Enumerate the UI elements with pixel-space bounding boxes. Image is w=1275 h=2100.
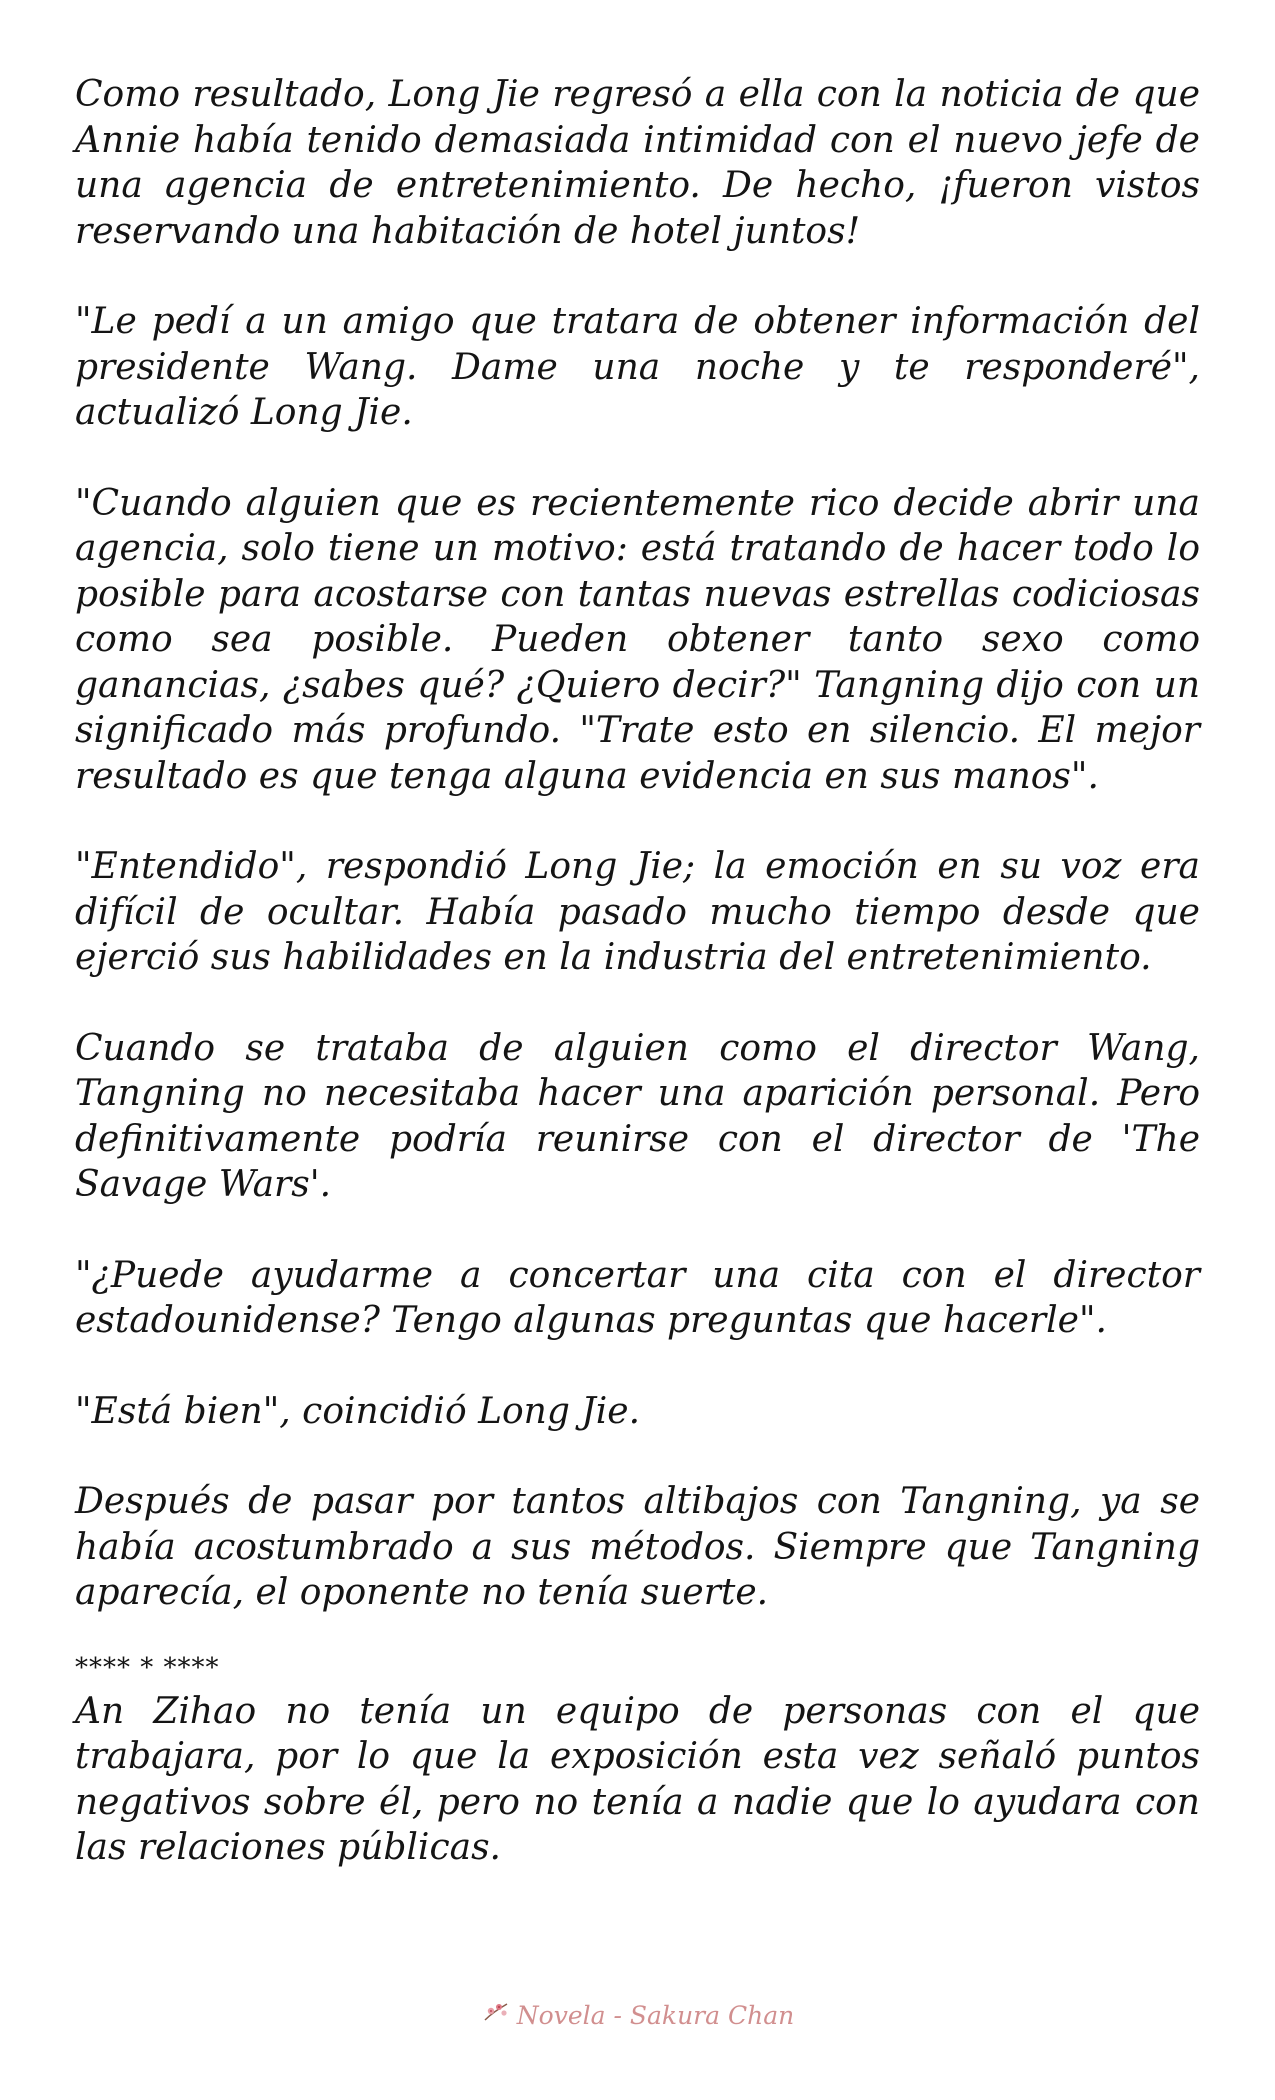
document-body bbox=[75, 72, 1200, 1916]
section-separator: **** * **** bbox=[75, 1652, 220, 1683]
paragraph-3: "Cuando alguien que es recientemente rico decide abrir una agencia, solo tiene un motivo: está tratando de hacer todo lo posible para acostarse con tantas nuevas estrellas codiciosas como sea posible. Pueden obtener tanto sexo como ganancias, ¿sabes qué? ¿Quiero decir?" Tangning dijo con un significado más profundo. "Trate esto en silencio. El mejor resultado es que tenga alguna evidencia en sus manos". bbox=[75, 482, 1200, 797]
paragraph-6: "¿Puede ayudarme a concertar una cita con el director estadounidense? Tengo algunas preguntas que hacerle". bbox=[75, 1254, 1200, 1341]
paragraph-2: "Le pedí a un amigo que tratara de obtener información del presidente Wang. Dame una noche y te responderé", actualizó Long Jie. bbox=[75, 301, 1200, 433]
paragraph-7: "Está bien", coincidió Long Jie. bbox=[75, 1390, 641, 1432]
paragraph-5: Cuando se trataba de alguien como el director Wang, Tangning no necesitaba hacer una aparición personal. Pero definitivamente podría reunirse con el director de 'The Savage Wars'. bbox=[75, 1027, 1200, 1205]
paragraph-4: "Entendido", respondió Long Jie; la emoción en su voz era difícil de ocultar. Había pasado mucho tiempo desde que ejerció sus habilidades en la industria del entretenimiento. bbox=[75, 846, 1200, 978]
paragraph-9: An Zihao no tenía un equipo de personas con el que trabajara, por lo que la exposición esta vez señaló puntos negativos sobre él, pero no tenía a nadie que lo ayudara con las relaciones públicas. bbox=[75, 1690, 1200, 1868]
paragraph-8: Después de pasar por tantos altibajos con Tangning, ya se había acostumbrado a sus métodos. Siempre que Tangning aparecía, el oponente no tenía suerte. bbox=[75, 1481, 1200, 1613]
cherry-blossom-icon bbox=[481, 1998, 511, 2032]
paragraph-1: Como resultado, Long Jie regresó a ella con la noticia de que Annie había tenido demasiada intimidad con el nuevo jefe de una agencia de entretenimiento. De hecho, ¡fueron vistos reservando una habitación de hotel juntos! bbox=[75, 74, 1200, 252]
watermark bbox=[0, 1998, 1275, 2032]
watermark-text: Novela - Sakura Chan bbox=[516, 2001, 795, 2030]
